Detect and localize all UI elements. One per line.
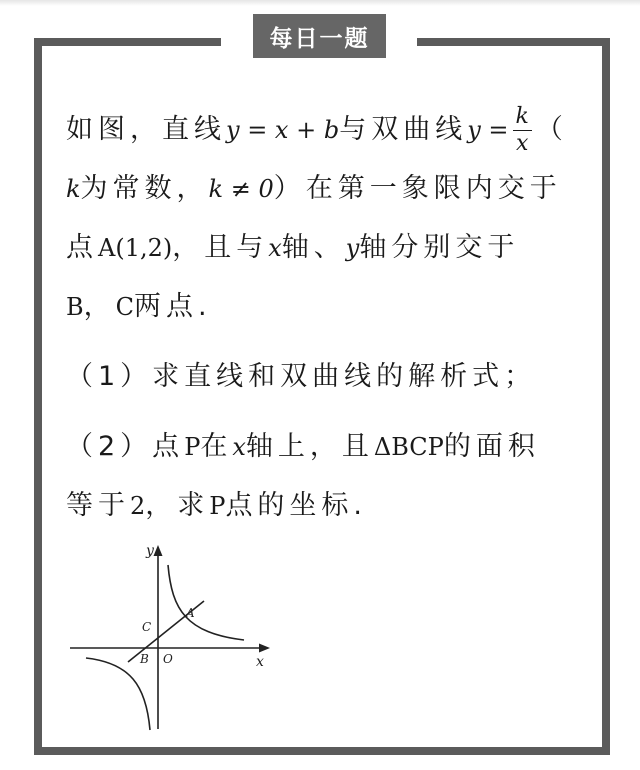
line-equation: y = x + b xyxy=(226,116,340,144)
point-c-label: C xyxy=(142,620,152,634)
k-condition: k ≠ 0 xyxy=(208,175,274,203)
problem-line-3 xyxy=(66,218,576,277)
problem-text-segment: 轴上，且 xyxy=(245,431,374,462)
point-b-label: B xyxy=(140,652,149,666)
area-value: 2 xyxy=(130,492,146,520)
question-1: （1）求直线和双曲线的解析式； xyxy=(66,361,537,392)
problem-text-segment: 在 xyxy=(200,431,233,462)
question-2-line-1 xyxy=(66,417,576,476)
problem-text-segment: 点 xyxy=(66,232,98,263)
hyperbola-fraction xyxy=(513,104,532,157)
y-axis-label: y xyxy=(146,543,154,559)
problem-text-segment: 轴、 xyxy=(281,232,346,263)
problem-text-segment: 与双曲线 xyxy=(339,114,468,145)
problem-text-segment: 为常数， xyxy=(80,173,209,204)
x-axis-label: x xyxy=(256,654,264,670)
problem-figure xyxy=(66,535,276,735)
point-c: C xyxy=(115,293,135,321)
problem-line-2 xyxy=(66,159,576,218)
triangle-bcp: ΔBCP xyxy=(373,433,444,461)
problem-line-4 xyxy=(66,277,576,336)
problem-text-segment: （ xyxy=(535,114,568,145)
problem-text-segment: ，且与 xyxy=(172,232,269,263)
variable-x: x xyxy=(268,234,282,262)
problem-text-segment: 两点. xyxy=(134,291,212,322)
problem-text-segment: ，求 xyxy=(145,490,210,521)
variable-x: x xyxy=(232,433,246,461)
problem-text-segment: 点的坐标. xyxy=(225,490,368,521)
problem-text-segment: （2）点 xyxy=(66,431,185,462)
problem-text-segment: 如图，直线 xyxy=(66,114,226,145)
origin-label: O xyxy=(163,652,173,666)
problem-text xyxy=(66,100,576,535)
x-axis-arrow-icon xyxy=(259,644,270,653)
problem-text-segment: 的面积 xyxy=(443,431,540,462)
point-p: P xyxy=(184,433,201,461)
point-a-label: A xyxy=(186,606,195,620)
problem-text-segment: ）在第一象限内交于 xyxy=(273,173,562,204)
question-2-line-2 xyxy=(66,476,576,535)
point-a-coords: A(1,2) xyxy=(98,234,173,262)
title-badge: 每日一题 xyxy=(253,14,386,58)
y-axis-arrow-icon xyxy=(154,545,163,556)
fraction-denominator: x xyxy=(515,131,529,156)
variable-y: y xyxy=(345,234,360,262)
point-p: P xyxy=(209,492,226,520)
variable-k: k xyxy=(66,175,81,203)
problem-text-segment: 等于 xyxy=(66,490,130,521)
point-b: B xyxy=(66,293,84,321)
hyperbola-branch-q3 xyxy=(86,658,150,730)
problem-text-segment: 轴分别交于 xyxy=(359,232,520,263)
hyperbola-equation-lhs: y = xyxy=(467,116,509,144)
fraction-numerator: k xyxy=(513,104,532,131)
problem-text-segment: ， xyxy=(83,291,116,322)
top-shadow xyxy=(0,0,640,6)
hyperbola-branch-q1 xyxy=(168,565,244,640)
problem-line-1 xyxy=(66,100,576,159)
